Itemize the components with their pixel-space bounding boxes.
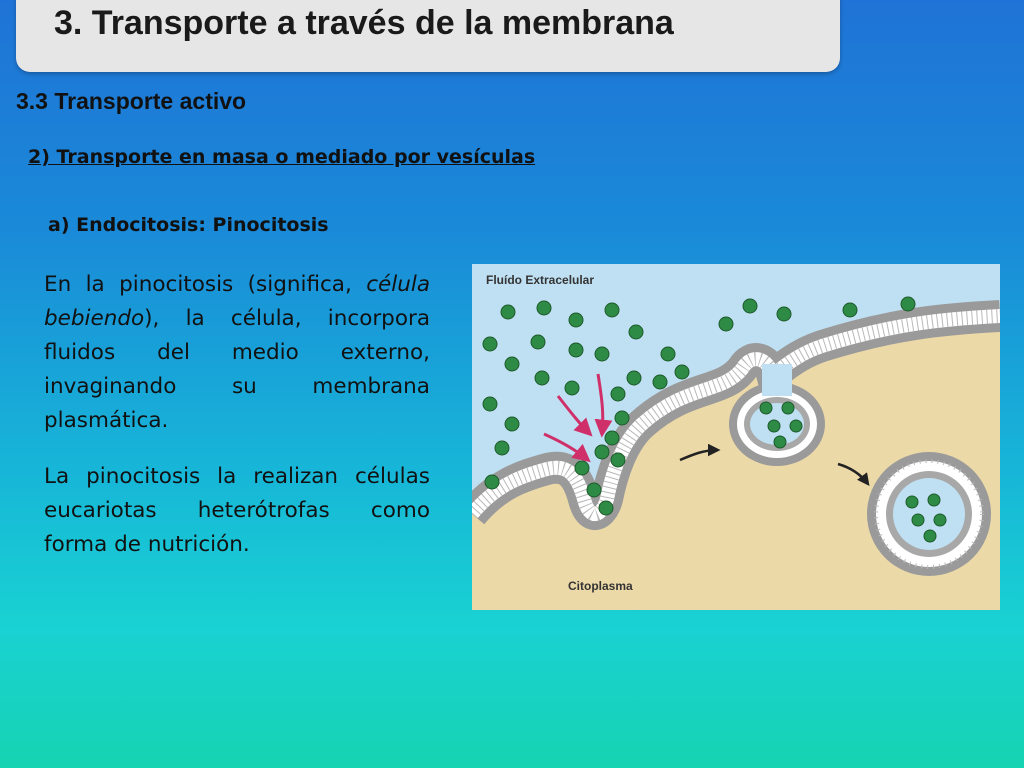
section-heading: 2) Transporte en masa o mediado por vesículas <box>28 146 536 168</box>
body-text <box>44 268 430 584</box>
detached-vesicle <box>867 452 991 576</box>
subsection-heading: a) Endocitosis: Pinocitosis <box>48 214 329 236</box>
page-title: 3. Transporte a través de la membrana <box>54 4 674 42</box>
paragraph-2: La pinocitosis la realizan células eucariotas heterótrofas como forma de nutrición. <box>44 464 430 557</box>
subtitle: 3.3 Transporte activo <box>16 88 247 114</box>
emphasis: célula bebiendo <box>44 272 430 331</box>
paragraph-1: En la pinocitosis (significa, célula bebiendo), la célula, incorpora fluidos del medio externo, invaginando su membrana plasmática. <box>44 272 430 433</box>
pinocytosis-diagram <box>472 264 1000 610</box>
label-extracellular: Fluído Extracelular <box>486 273 595 287</box>
title-banner <box>16 0 840 72</box>
label-cytoplasm: Citoplasma <box>568 579 633 593</box>
